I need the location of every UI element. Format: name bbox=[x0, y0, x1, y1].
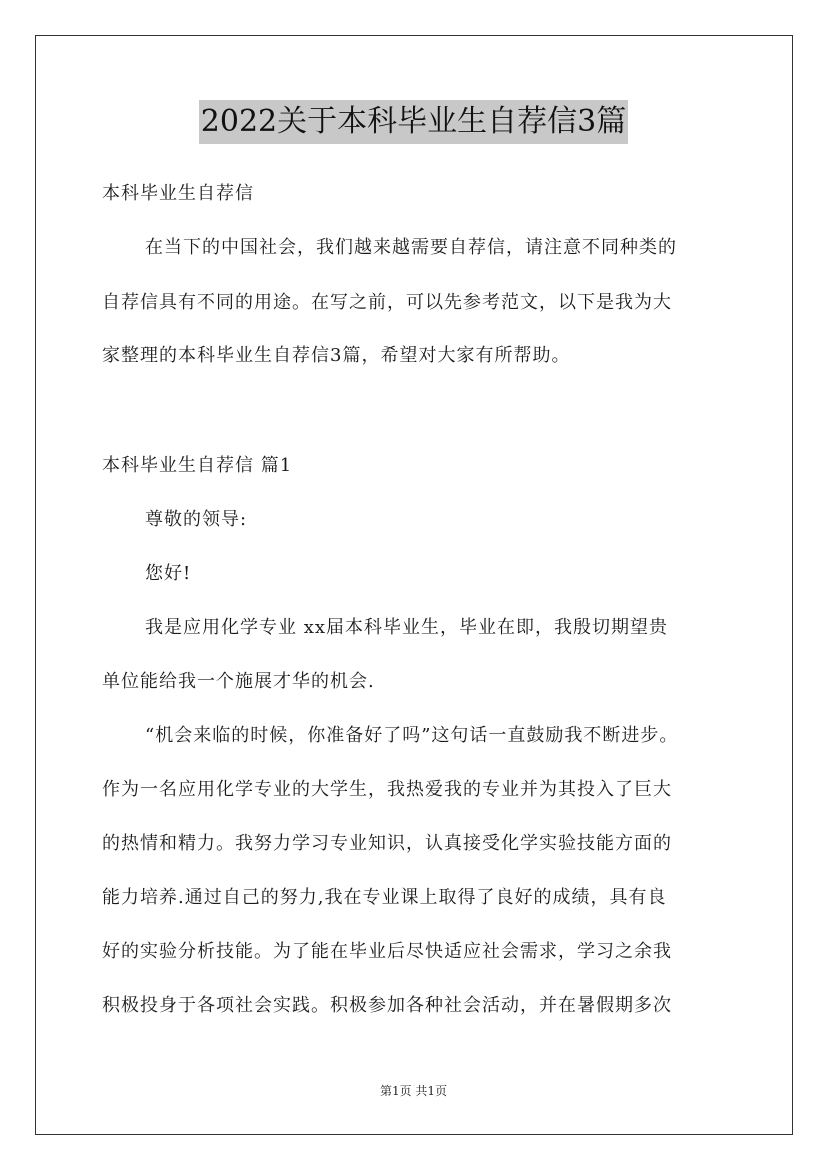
title-container bbox=[0, 100, 827, 144]
salutation: 尊敬的领导: bbox=[145, 509, 248, 530]
paragraph-line: 单位能给我一个施展才华的机会. bbox=[102, 671, 375, 692]
document-title: 2022关于本科毕业生自荐信3篇 bbox=[199, 100, 628, 144]
paragraph-line: 好的实验分析技能。为了能在毕业后尽快适应社会需求，学习之余我 bbox=[102, 941, 672, 962]
paragraph-line: 能力培养.通过自己的努力,我在专业课上取得了良好的成绩，具有良 bbox=[102, 887, 667, 908]
paragraph-line: “机会来临的时候，你准备好了吗”这句话一直鼓励我不断进步。 bbox=[145, 725, 679, 746]
paragraph-line: 作为一名应用化学专业的大学生，我热爱我的专业并为其投入了巨大 bbox=[102, 779, 672, 800]
paragraph-line: 积极投身于各项社会实践。积极参加各种社会活动，并在暑假期多次 bbox=[102, 995, 672, 1016]
intro-line: 家整理的本科毕业生自荐信3篇，希望对大家有所帮助。 bbox=[102, 345, 571, 366]
intro-line: 在当下的中国社会，我们越来越需要自荐信，请注意不同种类的 bbox=[145, 237, 677, 258]
paragraph-line: 的热情和精力。我努力学习专业知识，认真接受化学实验技能方面的 bbox=[102, 833, 672, 854]
intro-line: 自荐信具有不同的用途。在写之前，可以先参考范文，以下是我为大 bbox=[102, 292, 672, 313]
greeting: 您好! bbox=[145, 563, 192, 584]
intro-heading: 本科毕业生自荐信 bbox=[102, 183, 254, 204]
page-number-footer: 第1页 共1页 bbox=[379, 1084, 448, 1098]
section-heading: 本科毕业生自荐信 篇1 bbox=[102, 455, 293, 476]
paragraph-line: 我是应用化学专业 xx届本科毕业生，毕业在即，我殷切期望贵 bbox=[145, 617, 669, 638]
